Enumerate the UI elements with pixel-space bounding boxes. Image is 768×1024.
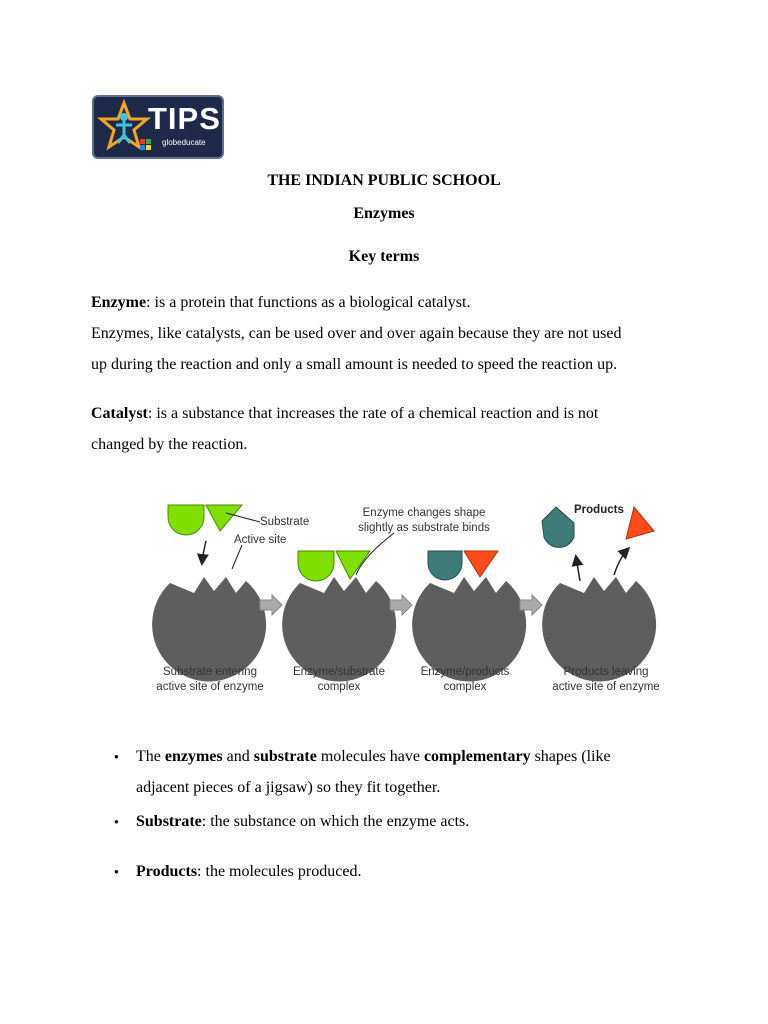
enzyme-def: : is a protein that functions as a biological catalyst. (146, 294, 471, 311)
school-logo (92, 95, 224, 159)
stage4-line1: Products leaving (563, 666, 649, 678)
logo-subtext: globeducate (162, 138, 206, 147)
stage3-line2: complex (443, 681, 487, 693)
products-label: Products (574, 504, 624, 516)
b3-def: : the molecules produced. (197, 863, 362, 880)
stage2-line2: complex (317, 681, 361, 693)
b1-enzymes: enzymes (164, 748, 223, 765)
shape-change-line1: Enzyme changes shape (362, 507, 486, 519)
shape-change-line2: slightly as substrate binds (358, 522, 490, 534)
bullet-substrate (136, 806, 676, 837)
bound-product-triangle (464, 551, 498, 577)
b3-term: Products (136, 863, 198, 880)
stage2-caption (280, 665, 398, 695)
shape-change-label (344, 506, 504, 536)
catalyst-term: Catalyst (91, 405, 148, 422)
stage1-line1: Substrate entering (163, 666, 257, 678)
catalyst-definition (91, 398, 691, 460)
stage1-caption (148, 665, 272, 695)
substrate-label: Substrate (260, 516, 310, 528)
released-product-cup (542, 507, 574, 547)
bullet-marker: ● (114, 867, 119, 876)
stage3-line1: Enzyme/products (420, 666, 510, 678)
stage1-line2: active site of enzyme (156, 681, 264, 693)
stage2-line1: Enzyme/substrate (292, 666, 386, 678)
enzyme-substrate-diagram (148, 493, 678, 703)
b2-def: : the substance on which the enzyme acts. (201, 813, 470, 830)
enzyme-line2: Enzymes, like catalysts, can be used over and over again because they are not used (91, 325, 622, 342)
released-product-triangle (626, 507, 654, 539)
stage3-caption (406, 665, 524, 695)
page-title: Enzymes (353, 205, 415, 222)
active-site-label: Active site (234, 534, 287, 546)
bound-substrate-triangle (336, 551, 370, 579)
school-name: THE INDIAN PUBLIC SCHOOL (267, 172, 501, 189)
bullet-marker: ● (114, 817, 119, 826)
substrate-triangle (206, 505, 242, 531)
logo-brand-text: TIPS (148, 101, 221, 136)
bound-substrate-cup (298, 551, 334, 581)
b1-line2: adjacent pieces of a jigsaw) so they fit together. (136, 779, 441, 796)
star-figure-icon (94, 97, 154, 157)
stage4-caption (540, 665, 672, 695)
enzyme-definition (91, 287, 691, 380)
substrate-cup (168, 505, 204, 535)
bullet-complementary (136, 741, 676, 803)
bullet-marker: ● (114, 752, 119, 761)
catalyst-line2: changed by the reaction. (91, 436, 248, 453)
stage4-line2: active site of enzyme (552, 681, 660, 693)
b1-mid: molecules have (316, 748, 424, 765)
enzyme-line3: up during the reaction and only a small amount is needed to speed the reaction up. (91, 356, 618, 373)
section-heading: Key terms (348, 248, 420, 265)
bound-product-cup (428, 551, 462, 580)
b1-substrate: substrate (253, 748, 317, 765)
b1-and: and (222, 748, 254, 765)
enzyme-term: Enzyme (91, 294, 147, 311)
b1-pre: The (136, 748, 165, 765)
b1-post: shapes (like (530, 748, 611, 765)
b1-complementary: complementary (423, 748, 531, 765)
b2-term: Substrate (136, 813, 202, 830)
catalyst-def: : is a substance that increases the rate of a chemical reaction and is not (147, 405, 599, 422)
bullet-products (136, 856, 676, 887)
